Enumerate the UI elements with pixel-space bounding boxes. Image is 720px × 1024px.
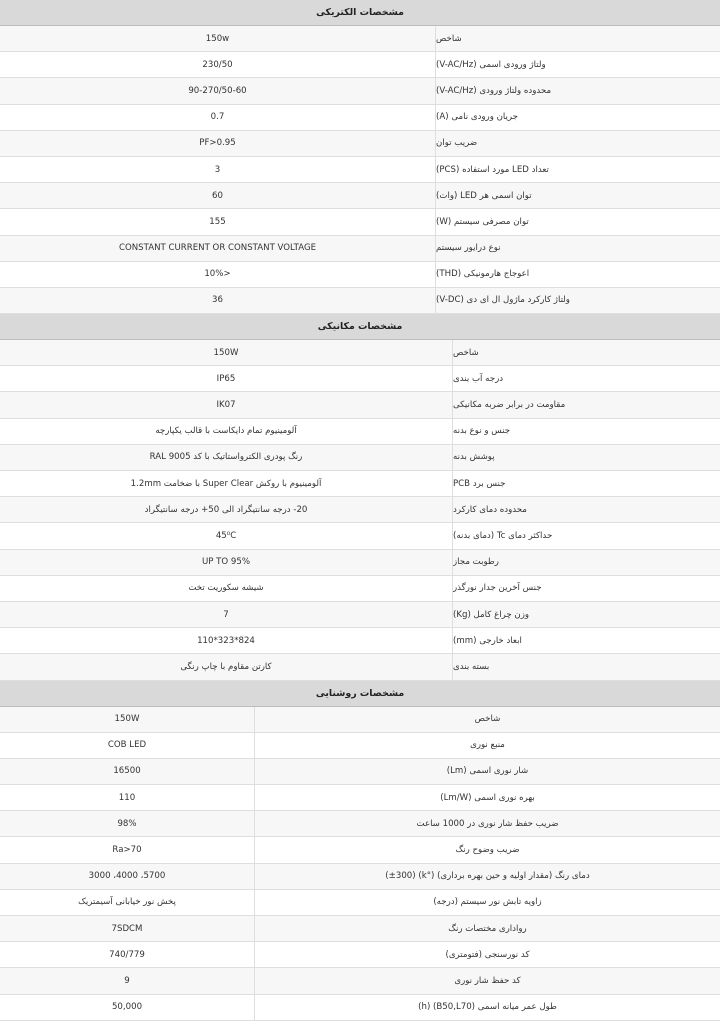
spec-value: UP TO 95% — [201, 557, 251, 568]
spec-label — [452, 550, 720, 575]
spec-label-text: تعداد LED مورد استفاده (PCS) — [436, 164, 549, 175]
spec-label — [452, 366, 720, 391]
spec-value: 740/779 — [109, 949, 145, 960]
spec-label-text: ولتاژ کارکرد ماژول ال ای دی (V-DC) — [436, 295, 570, 306]
spec-label — [452, 654, 720, 679]
table-row — [0, 890, 720, 916]
spec-label — [254, 864, 720, 889]
lighting-specs-section — [0, 681, 720, 1021]
spec-value: پخش نور خیابانی آسیمتریک — [78, 897, 176, 908]
spec-value: CONSTANT CURRENT OR CONSTANT VOLTAGE — [118, 243, 317, 254]
spec-value: 9 — [124, 975, 130, 986]
spec-rows — [0, 707, 720, 1021]
spec-value: 150w — [205, 33, 230, 44]
spec-label-text: دمای رنگ (مقدار اولیه و حین بهره برداری) (°k) (±300) — [385, 871, 590, 882]
spec-label — [435, 52, 720, 77]
spec-label — [435, 236, 720, 261]
spec-value: IK07 — [216, 400, 236, 411]
table-row — [0, 392, 720, 418]
spec-value: 150W — [213, 347, 239, 358]
table-row — [0, 419, 720, 445]
spec-label — [435, 209, 720, 234]
table-row — [0, 864, 720, 890]
spec-label-text: جنس برد PCB — [453, 478, 506, 489]
table-row — [0, 654, 720, 680]
spec-value: آلومینیوم با روکش Super Clear با ضخامت 1.2mm — [130, 478, 322, 489]
spec-label-text: ابعاد خارجی (mm) — [453, 635, 522, 646]
spec-label — [254, 968, 720, 993]
spec-value: <10% — [204, 269, 231, 280]
spec-label-text: وزن چراغ کامل (Kg) — [453, 609, 530, 620]
spec-label — [254, 837, 720, 862]
table-row — [0, 497, 720, 523]
spec-label-text: شاخص — [453, 347, 479, 358]
table-row — [0, 707, 720, 733]
spec-label — [254, 942, 720, 967]
spec-value: 230/50 — [202, 59, 233, 70]
table-row — [0, 366, 720, 392]
spec-label — [452, 445, 720, 470]
spec-value: رنگ پودری الکترواستاتیک با کد RAL 9005 — [149, 452, 303, 463]
spec-label — [254, 733, 720, 758]
spec-label — [254, 707, 720, 732]
spec-value: 36 — [212, 295, 223, 306]
spec-label-text: توان اسمی هر LED (وات) — [436, 190, 532, 201]
spec-label-text: طول عمر میانه اسمی (B50,L70) (h) — [418, 1002, 557, 1013]
spec-label-text: جریان ورودی نامی (A) — [436, 112, 518, 123]
table-row — [0, 968, 720, 994]
spec-label-text: مقاومت در برابر ضربه مکانیکی — [453, 400, 566, 411]
spec-value: 7 — [223, 609, 229, 620]
spec-label-text: درجه آب بندی — [453, 373, 504, 384]
table-row — [0, 602, 720, 628]
spec-label — [452, 523, 720, 548]
section-title: مشخصات روشنایی — [0, 681, 720, 707]
spec-label — [452, 602, 720, 627]
spec-label-text: شاخص — [436, 33, 462, 44]
spec-label-text: ضریب توان — [436, 138, 478, 149]
spec-value: 60 — [212, 190, 223, 201]
spec-label-text: محدوده دمای کارکرد — [453, 504, 527, 515]
spec-label-text: محدوده ولتاژ ورودی (V-AC/Hz) — [436, 85, 552, 96]
table-row — [0, 733, 720, 759]
spec-label-text: زاویه تابش نور سیستم (درجه) — [433, 897, 542, 908]
spec-label-text: رطوبت مجاز — [453, 557, 499, 568]
spec-value: 7SDCM — [111, 923, 143, 934]
spec-label — [254, 759, 720, 784]
table-row — [0, 78, 720, 104]
table-row — [0, 523, 720, 549]
spec-label — [435, 262, 720, 287]
table-row — [0, 628, 720, 654]
spec-label-text: منبع نوری — [470, 740, 505, 751]
spec-label — [254, 811, 720, 836]
section-title: مشخصات الکتریکی — [0, 0, 720, 26]
spec-label — [254, 890, 720, 915]
spec-label — [452, 628, 720, 653]
table-row — [0, 157, 720, 183]
spec-value: 45⁰C — [215, 530, 237, 541]
spec-label — [452, 576, 720, 601]
spec-label — [254, 785, 720, 810]
spec-label-text: بسته بندی — [453, 661, 490, 672]
table-row — [0, 550, 720, 576]
table-row — [0, 471, 720, 497]
spec-value: 824*323*110 — [197, 635, 255, 646]
spec-value: 155 — [209, 216, 226, 227]
spec-label-text: شاخص — [474, 714, 501, 725]
spec-value: 90-270/50-60 — [188, 85, 247, 96]
spec-value: کارتن مقاوم با چاپ رنگی — [180, 661, 272, 672]
spec-value: 50,000 — [111, 1002, 143, 1013]
table-row — [0, 236, 720, 262]
spec-value: IP65 — [216, 373, 236, 384]
spec-rows — [0, 26, 720, 314]
spec-label-text: ضریب حفظ شار نوری در 1000 ساعت — [416, 818, 559, 829]
spec-value: آلومینیوم تمام دایکاست با قالب یکپارچه — [155, 426, 297, 437]
table-row — [0, 785, 720, 811]
spec-label — [452, 340, 720, 365]
spec-label-text: حداکثر دمای Tc (دمای بدنه) — [453, 530, 553, 541]
spec-value: 3 — [214, 164, 221, 175]
spec-label-text: جنس آخرین جدار نورگذر — [453, 583, 542, 594]
spec-label — [254, 995, 720, 1020]
spec-label — [452, 419, 720, 444]
table-row — [0, 131, 720, 157]
mechanical-specs-section — [0, 314, 720, 680]
table-row — [0, 916, 720, 942]
table-row — [0, 445, 720, 471]
spec-value: 110 — [118, 792, 136, 803]
spec-label-text: بهره نوری اسمی (Lm/W) — [440, 792, 535, 803]
spec-label-text: پوشش بدنه — [453, 452, 495, 463]
spec-label — [435, 26, 720, 51]
spec-value: 98% — [117, 818, 137, 829]
spec-value: 150W — [114, 714, 140, 725]
spec-label-text: رواداری مختصات رنگ — [448, 923, 527, 934]
table-row — [0, 105, 720, 131]
spec-label-text: جنس و نوع بدنه — [453, 426, 511, 437]
section-title: مشخصات مکانیکی — [0, 314, 720, 340]
table-row — [0, 26, 720, 52]
spec-value: شیشه سکوریت تخت — [188, 583, 264, 594]
table-row — [0, 837, 720, 863]
spec-value: Ra>70 — [112, 845, 142, 856]
table-row — [0, 52, 720, 78]
spec-label — [435, 131, 720, 156]
spec-label — [435, 157, 720, 182]
spec-rows — [0, 340, 720, 680]
table-row — [0, 811, 720, 837]
table-row — [0, 262, 720, 288]
spec-label-text: ولتاژ ورودی اسمی (V-AC/Hz) — [436, 59, 546, 70]
spec-label — [435, 288, 720, 313]
spec-label — [254, 916, 720, 941]
spec-label-text: کد حفظ شار نوری — [454, 975, 521, 986]
spec-label — [452, 471, 720, 496]
table-row — [0, 576, 720, 602]
table-row — [0, 340, 720, 366]
spec-value: 5700، 4000، 3000 — [88, 871, 166, 882]
spec-value: COB LED — [107, 740, 147, 751]
spec-value: 0.7 — [210, 112, 225, 123]
spec-label — [435, 105, 720, 130]
spec-value: PF>0.95 — [199, 138, 236, 149]
spec-label — [452, 392, 720, 417]
table-row — [0, 759, 720, 785]
spec-label — [452, 497, 720, 522]
table-row — [0, 995, 720, 1021]
spec-label-text: شار نوری اسمی (Lm) — [446, 766, 529, 777]
electrical-specs-section — [0, 0, 720, 314]
table-row — [0, 288, 720, 314]
spec-label-text: کد نورسنجی (فتومتری) — [445, 949, 530, 960]
spec-label-text: اعوجاج هارمونیکی (THD) — [436, 269, 530, 280]
spec-label-text: ضریب وضوح رنگ — [455, 845, 520, 856]
table-row — [0, 209, 720, 235]
table-row — [0, 183, 720, 209]
spec-label-text: نوع درایور سیستم — [436, 243, 501, 254]
spec-label — [435, 78, 720, 103]
spec-label — [435, 183, 720, 208]
spec-value: 20- درجه سانتیگراد الی 50+ درجه سانتیگراد — [144, 504, 308, 515]
spec-label-text: توان مصرفی سیستم (W) — [436, 216, 529, 227]
table-row — [0, 942, 720, 968]
spec-value: 16500 — [113, 766, 141, 777]
